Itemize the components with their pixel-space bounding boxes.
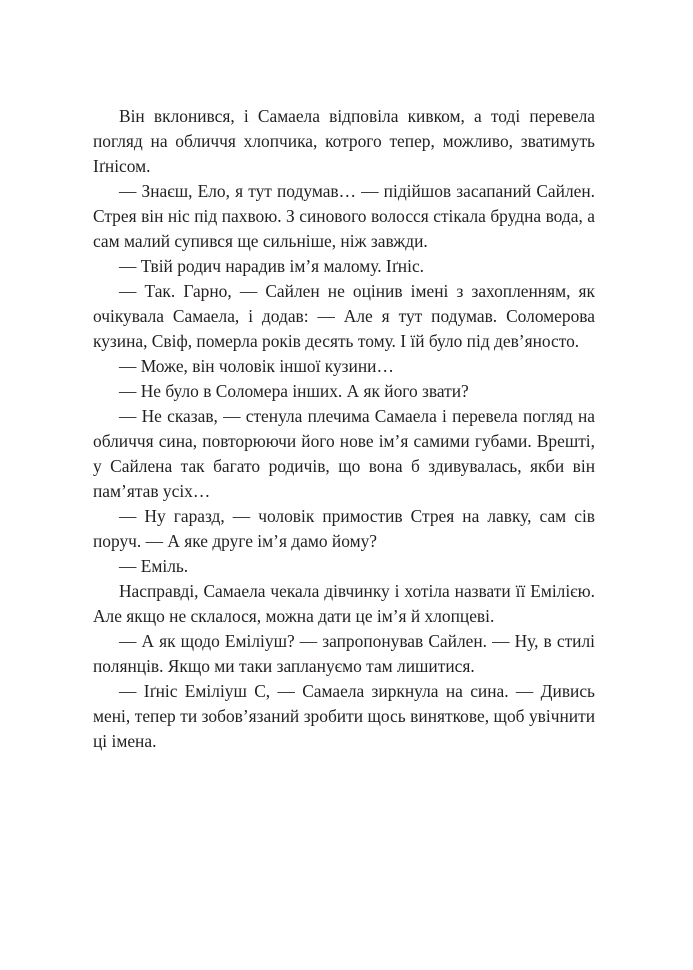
- paragraph: Він вклонився, і Самаела відповіла кивком, а тоді перевела погляд на обличчя хлопчика, котрого тепер, можливо, зватимуть Іґнісом.: [93, 106, 595, 176]
- paragraph: — Твій родич нарадив ім’я малому. Іґніс.: [119, 256, 425, 276]
- paragraph: — Не сказав, — стенула плечима Самаела і перевела погляд на обличчя сина, повторюючи його нове ім’я самими губами. Врешті, у Сайлена так багато родичів, що вона б здивувалась, якби він пам’ятав усіх…: [93, 406, 595, 501]
- paragraph: — Не було в Соломера інших. А як його звати?: [119, 381, 469, 401]
- paragraph: — Може, він чоловік іншої кузини…: [119, 356, 394, 376]
- paragraph: — Знаєш, Ело, я тут подумав… — підійшов засапаний Сайлен. Стрея він ніс під пахвою. З синового волосся стікала брудна вода, а сам малий супився ще сильніше, ніж завжди.: [93, 181, 595, 251]
- paragraph: — Іґніс Еміліуш С, — Самаела зиркнула на сина. — Дивись мені, тепер ти зобов’язаний зробити щось виняткове, щоб увічнити ці імена.: [93, 681, 595, 751]
- paragraph: — Так. Гарно, — Сайлен не оцінив імені з захопленням, як очікувала Самаела, і додав: — Але я тут подумав. Соломерова кузина, Свіф, померла років десять тому. І їй було під дев’яносто.: [93, 281, 595, 351]
- paragraph: — Еміль.: [119, 556, 189, 576]
- body-text: [93, 104, 595, 754]
- paragraph: — Ну гаразд, — чоловік примостив Стрея на лавку, сам сів поруч. — А яке друге ім’я дамо йому?: [93, 506, 595, 551]
- paragraph: Насправді, Самаела чекала дівчинку і хотіла назвати її Емілією. Але якщо не склалося, можна дати це ім’я й хлопцеві.: [93, 581, 595, 626]
- paragraph: — А як щодо Еміліуш? — запропонував Сайлен. — Ну, в стилі полянців. Якщо ми таки заплануємо там лишитися.: [93, 631, 595, 676]
